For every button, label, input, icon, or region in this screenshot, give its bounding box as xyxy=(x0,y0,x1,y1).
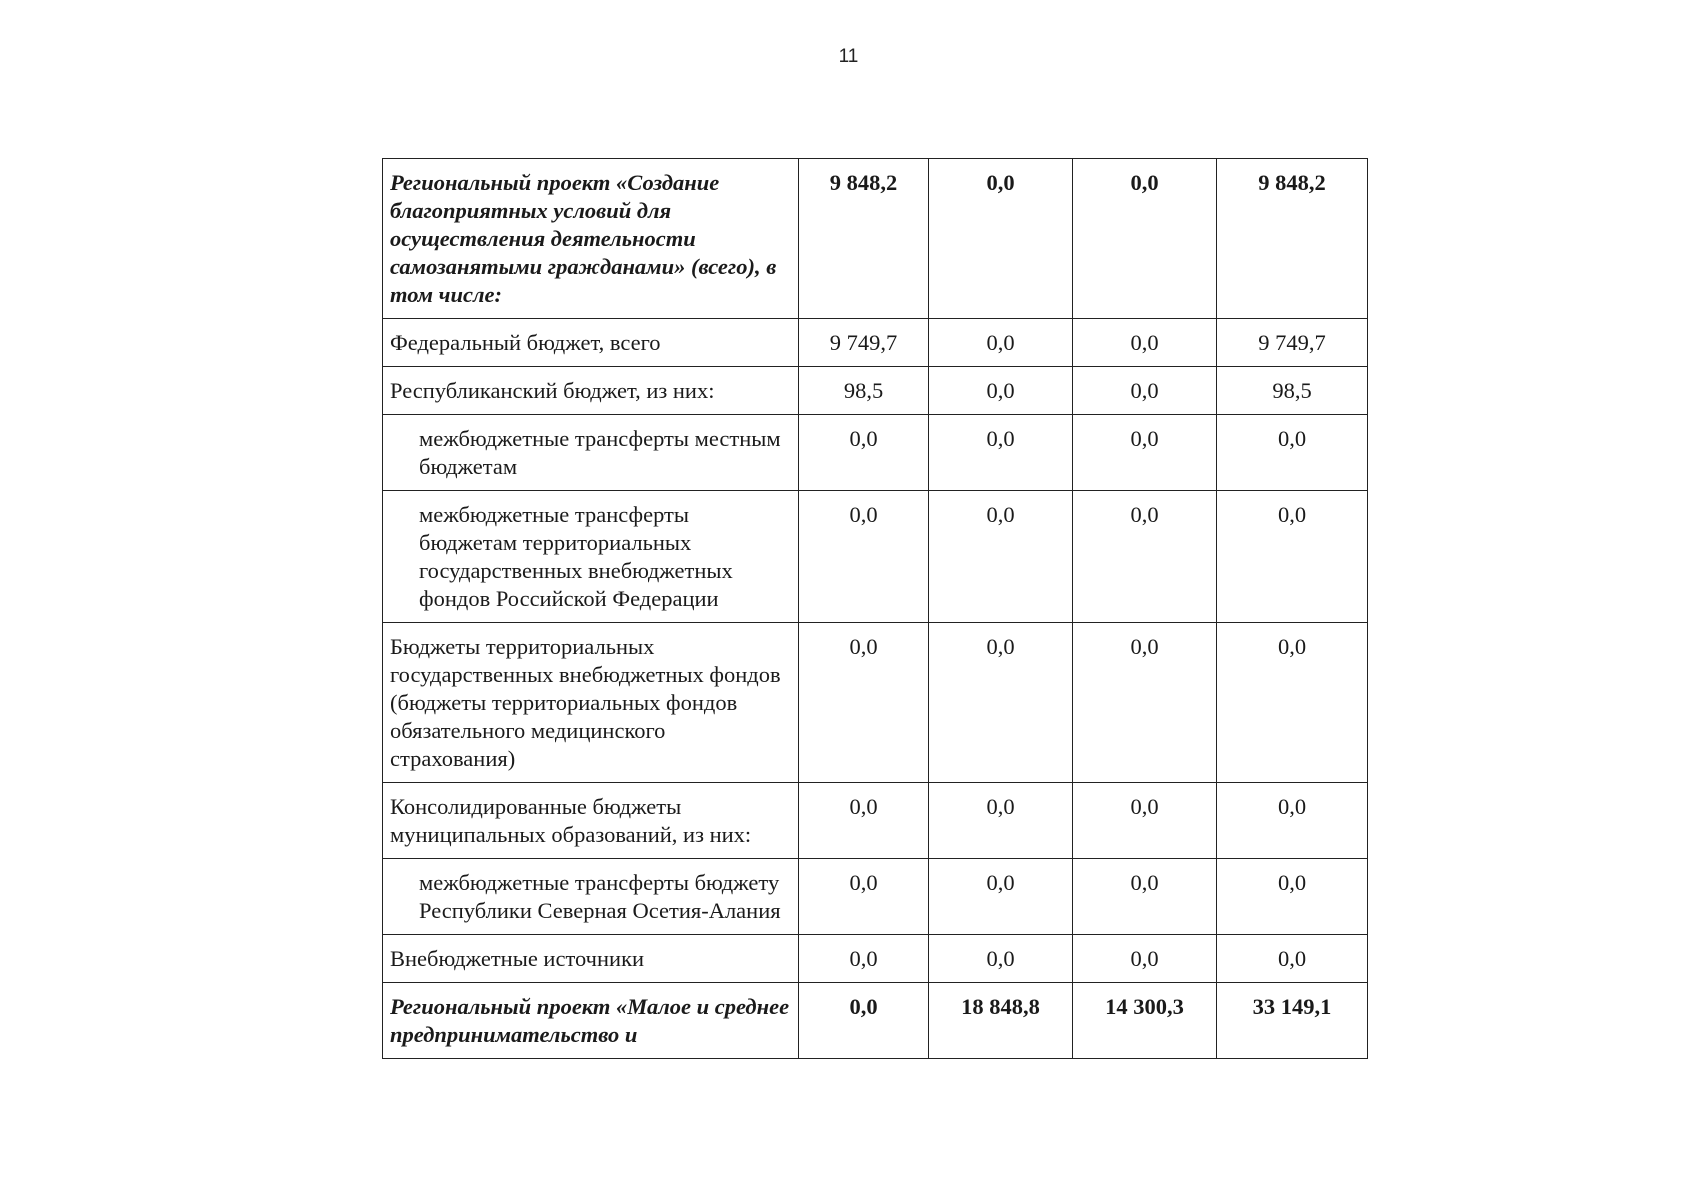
row-label: межбюджетные трансферты бюджетам территориальных государственных внебюджетных фондов Российской Федерации xyxy=(383,491,799,623)
row-value: 0,0 xyxy=(929,859,1073,935)
row-value: 0,0 xyxy=(929,623,1073,783)
row-value: 0,0 xyxy=(799,859,929,935)
row-value: 18 848,8 xyxy=(929,983,1073,1059)
table-row xyxy=(383,859,1368,935)
row-value: 0,0 xyxy=(1217,491,1368,623)
row-value: 0,0 xyxy=(799,935,929,983)
table-row xyxy=(383,983,1368,1059)
row-value: 9 749,7 xyxy=(799,319,929,367)
row-value: 0,0 xyxy=(1073,415,1217,491)
row-value: 0,0 xyxy=(1073,859,1217,935)
page-number: 11 xyxy=(838,46,859,67)
row-value: 0,0 xyxy=(929,159,1073,319)
table-row xyxy=(383,319,1368,367)
row-value: 9 749,7 xyxy=(1217,319,1368,367)
row-label: межбюджетные трансферты бюджету Республики Северная Осетия-Алания xyxy=(383,859,799,935)
row-value: 0,0 xyxy=(799,623,929,783)
row-value: 9 848,2 xyxy=(1217,159,1368,319)
row-value: 0,0 xyxy=(929,415,1073,491)
row-label: Федеральный бюджет, всего xyxy=(383,319,799,367)
row-value: 0,0 xyxy=(1073,367,1217,415)
row-value: 0,0 xyxy=(929,491,1073,623)
row-label: межбюджетные трансферты местным бюджетам xyxy=(383,415,799,491)
row-value: 0,0 xyxy=(799,491,929,623)
table-row xyxy=(383,367,1368,415)
row-label: Региональный проект «Создание благоприятных условий для осуществления деятельности самозанятыми гражданами» (всего), в том числе: xyxy=(383,159,799,319)
row-value: 0,0 xyxy=(1217,859,1368,935)
table-row xyxy=(383,783,1368,859)
row-value: 0,0 xyxy=(799,983,929,1059)
row-value: 0,0 xyxy=(1073,623,1217,783)
row-label: Консолидированные бюджеты муниципальных образований, из них: xyxy=(383,783,799,859)
table-row xyxy=(383,623,1368,783)
row-value: 0,0 xyxy=(1073,935,1217,983)
table-row xyxy=(383,935,1368,983)
row-label: Региональный проект «Малое и среднее предпринимательство и xyxy=(383,983,799,1059)
row-value: 0,0 xyxy=(799,783,929,859)
row-value: 0,0 xyxy=(1217,783,1368,859)
row-value: 98,5 xyxy=(799,367,929,415)
table-row xyxy=(383,491,1368,623)
table-row xyxy=(383,159,1368,319)
row-value: 0,0 xyxy=(1217,415,1368,491)
row-value: 9 848,2 xyxy=(799,159,929,319)
table-row xyxy=(383,415,1368,491)
row-value: 0,0 xyxy=(1073,491,1217,623)
row-value: 0,0 xyxy=(1073,319,1217,367)
row-label: Внебюджетные источники xyxy=(383,935,799,983)
row-value: 0,0 xyxy=(929,783,1073,859)
row-label: Бюджеты территориальных государственных внебюджетных фондов (бюджеты территориальных фондов обязательного медицинского страхования) xyxy=(383,623,799,783)
row-value: 0,0 xyxy=(1217,935,1368,983)
row-label: Республиканский бюджет, из них: xyxy=(383,367,799,415)
row-value: 33 149,1 xyxy=(1217,983,1368,1059)
row-value: 0,0 xyxy=(799,415,929,491)
row-value: 0,0 xyxy=(1217,623,1368,783)
row-value: 0,0 xyxy=(929,367,1073,415)
row-value: 14 300,3 xyxy=(1073,983,1217,1059)
row-value: 98,5 xyxy=(1217,367,1368,415)
row-value: 0,0 xyxy=(929,319,1073,367)
row-value: 0,0 xyxy=(1073,159,1217,319)
budget-table xyxy=(382,158,1368,1059)
row-value: 0,0 xyxy=(929,935,1073,983)
row-value: 0,0 xyxy=(1073,783,1217,859)
